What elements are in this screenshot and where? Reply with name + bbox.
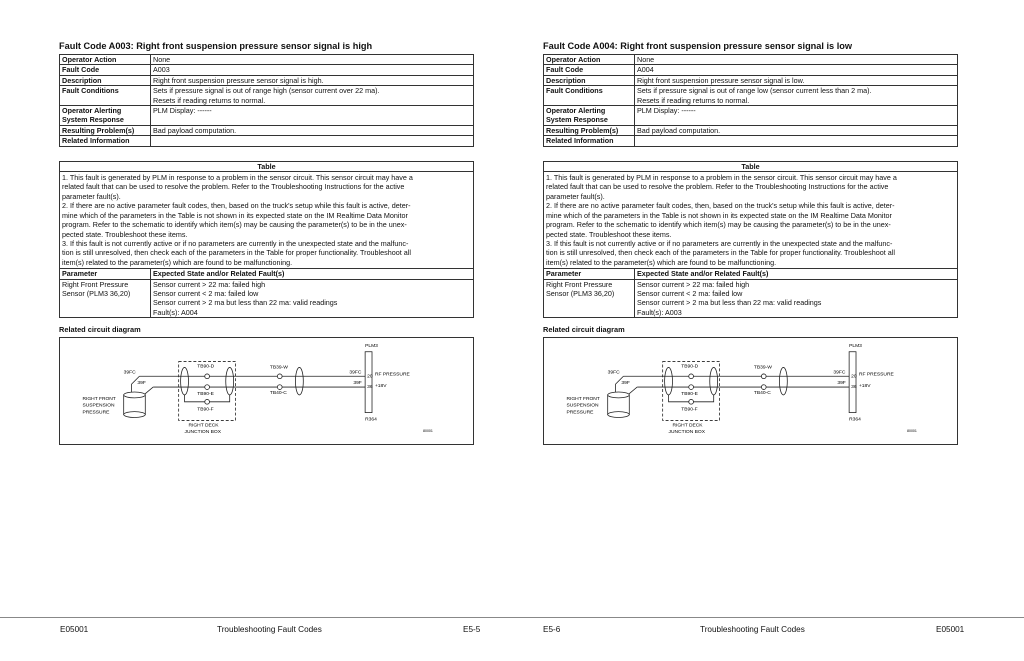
label-pin-36: 36: [367, 385, 373, 391]
page-right: [512, 0, 1024, 661]
terminal-tb90d: [205, 374, 210, 379]
circuit-diagram: [543, 337, 958, 445]
page-content: [543, 41, 958, 450]
label-39fc-left: 39FC: [123, 370, 136, 376]
sensor-label-2: SUSPENSION: [566, 403, 599, 409]
fault-title: Fault Code A004: Right front suspension pressure sensor signal is low: [543, 41, 853, 51]
row-related-information: Related Information: [544, 136, 958, 146]
row-description: Description Right front suspension pressure sensor signal is low.: [544, 75, 958, 85]
param-header-row: Parameter Expected State and/or Related Fault(s): [60, 269, 474, 279]
label-tb40c: TB40-C: [753, 391, 771, 397]
label-r364: R364: [365, 417, 377, 423]
label-pin-20: 20: [367, 374, 373, 380]
row-operator-alerting: Operator Alerting System Response PLM Display: ------: [60, 106, 474, 126]
label-tb90d: TB90-D: [681, 364, 699, 370]
table-caption: Table: [544, 161, 958, 171]
footer-left: E5-6: [543, 625, 561, 634]
terminal-tb90f: [689, 400, 694, 405]
param-row: Right Front Pressure Sensor (PLM3 36,20) Sensor current > 22 ma: failed high Sensor current < 2 ma: failed low Sensor current > 2 ma but less than 22 ma: valid readings Fault(s): A004: [60, 279, 474, 318]
junction-label-1: RIGHT DECK: [188, 423, 219, 429]
circuit-diagram: [59, 337, 474, 445]
label-plm3: PLM3: [849, 343, 862, 349]
label-39f-left: 39F: [621, 381, 630, 387]
shield-loop-left: [181, 368, 189, 395]
row-operator-action: Operator Action None: [60, 55, 474, 65]
page-footer: [512, 617, 1024, 634]
circuit-title: Related circuit diagram: [543, 325, 625, 335]
terminal-tb90d: [689, 374, 694, 379]
label-tb90e: TB90-E: [681, 392, 698, 398]
shield-loop-right: [226, 368, 234, 395]
junction-label-2: JUNCTION BOX: [184, 430, 221, 436]
circuit-title: Related circuit diagram: [59, 325, 141, 335]
row-resulting-problems: Resulting Problem(s) Bad payload computation.: [60, 125, 474, 135]
terminal-tb90f: [205, 400, 210, 405]
label-rf-pressure: RF PRESSURE: [374, 372, 410, 378]
label-tb90f: TB90-F: [681, 407, 698, 413]
label-tb90f: TB90-F: [197, 407, 214, 413]
drawing-number: 80001: [907, 429, 917, 434]
param-header-row: Parameter Expected State and/or Related Fault(s): [544, 269, 958, 279]
row-fault-code: Fault Code A004: [544, 65, 958, 75]
label-18v: +18V: [858, 384, 871, 390]
label-tb90e: TB90-E: [197, 392, 214, 398]
row-fault-conditions: Fault Conditions Sets if pressure signal is out of range low (sensor current less than 2 ma). Resets if reading returns to normal.: [544, 86, 958, 106]
terminal-tb40c: [761, 385, 766, 390]
label-rf-pressure: RF PRESSURE: [858, 372, 894, 378]
page-footer: [0, 617, 512, 634]
label-39f-right: 39F: [837, 381, 846, 387]
label-tb90d: TB90-D: [197, 364, 215, 370]
label-39fc-right: 39FC: [833, 370, 846, 376]
terminal-tb90e: [205, 385, 210, 390]
page-content: [59, 41, 474, 450]
label-39fc-right: 39FC: [349, 370, 362, 376]
troubleshoot-table: [543, 161, 958, 319]
instructions-text: 1. This fault is generated by PLM in response to a problem in the sensor circuit. This sensor circuit may have a related fault that can be used to resolve the problem. Refer to the Troubleshooting Instructions for the active parameter fault(s). 2. If there are no active parameter fault codes, then, based on the truck's setup while this fault is active, deter- mine which of the parameters in the Table is not shown in its expected state on the IM Realtime Data Monitor program. Refer to the schematic to identify which item(s) may be causing the parameter(s) to be in the unex- pected state. Troubleshoot these items. 3. If this fault is not currently active or if no parameters are currently in the unexpected state and the malfunc- tion is still unresolved, then check each of the parameters in the Table for proper functionality. Troubleshoot all item(s) related to the parameter(s) which are found to be malfunctioning.: [60, 172, 474, 269]
footer-center: Troubleshooting Fault Codes: [700, 625, 805, 634]
junction-label-2: JUNCTION BOX: [668, 430, 705, 436]
row-operator-alerting: Operator Alerting System Response PLM Display: ------: [544, 106, 958, 126]
terminal-tb40c: [277, 385, 282, 390]
label-18v: +18V: [374, 384, 387, 390]
label-tb40c: TB40-C: [269, 391, 287, 397]
row-operator-action: Operator Action None: [544, 55, 958, 65]
shield-loop-right: [710, 368, 718, 395]
label-plm3: PLM3: [365, 343, 378, 349]
row-fault-conditions: Fault Conditions Sets if pressure signal is out of range high (sensor current over 22 ma). Resets if reading returns to normal.: [60, 86, 474, 106]
sensor-label-3: PRESSURE: [82, 410, 110, 416]
sensor-label-3: PRESSURE: [566, 410, 594, 416]
table-caption: Table: [60, 161, 474, 171]
sensor-label-1: RIGHT FRONT: [82, 396, 116, 402]
footer-left: E05001: [60, 625, 89, 634]
terminal-tb39w: [277, 374, 282, 379]
pressure-sensor: [124, 392, 146, 418]
fault-code-table: [59, 54, 474, 147]
troubleshoot-table: [59, 161, 474, 319]
row-description: Description Right front suspension pressure sensor signal is high.: [60, 75, 474, 85]
plm3-connector: [365, 352, 372, 413]
label-tb39w: TB39-W: [269, 365, 288, 371]
instructions-text: 1. This fault is generated by PLM in response to a problem in the sensor circuit. This sensor circuit may have a related fault that can be used to resolve the problem. Refer to the Troubleshooting Instructions for the active parameter fault(s). 2. If there are no active parameter fault codes, then, based on the truck's setup while this fault is active, deter- mine which of the parameters in the Table is not shown in its expected state on the IM Realtime Data Monitor program. Refer to the schematic to identify which item(s) may be causing the parameter(s) to be in the unex- pected state. Troubleshoot these items. 3. If this fault is not currently active or if no parameters are currently in the unexpected state and the malfunc- tion is still unresolved, then check each of the parameters in the Table for proper functionality. Troubleshoot all item(s) related to the parameter(s) which are found to be malfunctioning.: [544, 172, 958, 269]
fault-title: Fault Code A003: Right front suspension pressure sensor signal is high: [59, 41, 373, 51]
label-39f-right: 39F: [353, 381, 362, 387]
junction-label-1: RIGHT DECK: [672, 423, 703, 429]
sensor-label-2: SUSPENSION: [82, 403, 115, 409]
param-row: Right Front Pressure Sensor (PLM3 36,20) Sensor current > 22 ma: failed high Sensor current < 2 ma: failed low Sensor current > 2 ma but less than 22 ma: valid readings Fault(s): A003: [544, 279, 958, 318]
label-pin-20: 20: [851, 374, 857, 380]
footer-right: E05001: [936, 625, 965, 634]
drawing-number: 80001: [423, 429, 433, 434]
label-r364: R364: [849, 417, 861, 423]
plm3-connector: [849, 352, 856, 413]
terminal-tb90e: [689, 385, 694, 390]
footer-center: Troubleshooting Fault Codes: [217, 625, 322, 634]
label-39fc-left: 39FC: [607, 370, 620, 376]
label-pin-36: 36: [851, 385, 857, 391]
fault-code-table: [543, 54, 958, 147]
shield-loop-left: [665, 368, 673, 395]
sensor-label-1: RIGHT FRONT: [566, 396, 600, 402]
row-fault-code: Fault Code A003: [60, 65, 474, 75]
row-related-information: Related Information: [60, 136, 474, 146]
label-39f-left: 39F: [137, 381, 146, 387]
shield-loop-far: [295, 368, 303, 395]
label-tb39w: TB39-W: [753, 365, 772, 371]
terminal-tb39w: [761, 374, 766, 379]
row-resulting-problems: Resulting Problem(s) Bad payload computation.: [544, 125, 958, 135]
pressure-sensor: [608, 392, 630, 418]
footer-right: E5-5: [463, 625, 481, 634]
shield-loop-far: [779, 368, 787, 395]
